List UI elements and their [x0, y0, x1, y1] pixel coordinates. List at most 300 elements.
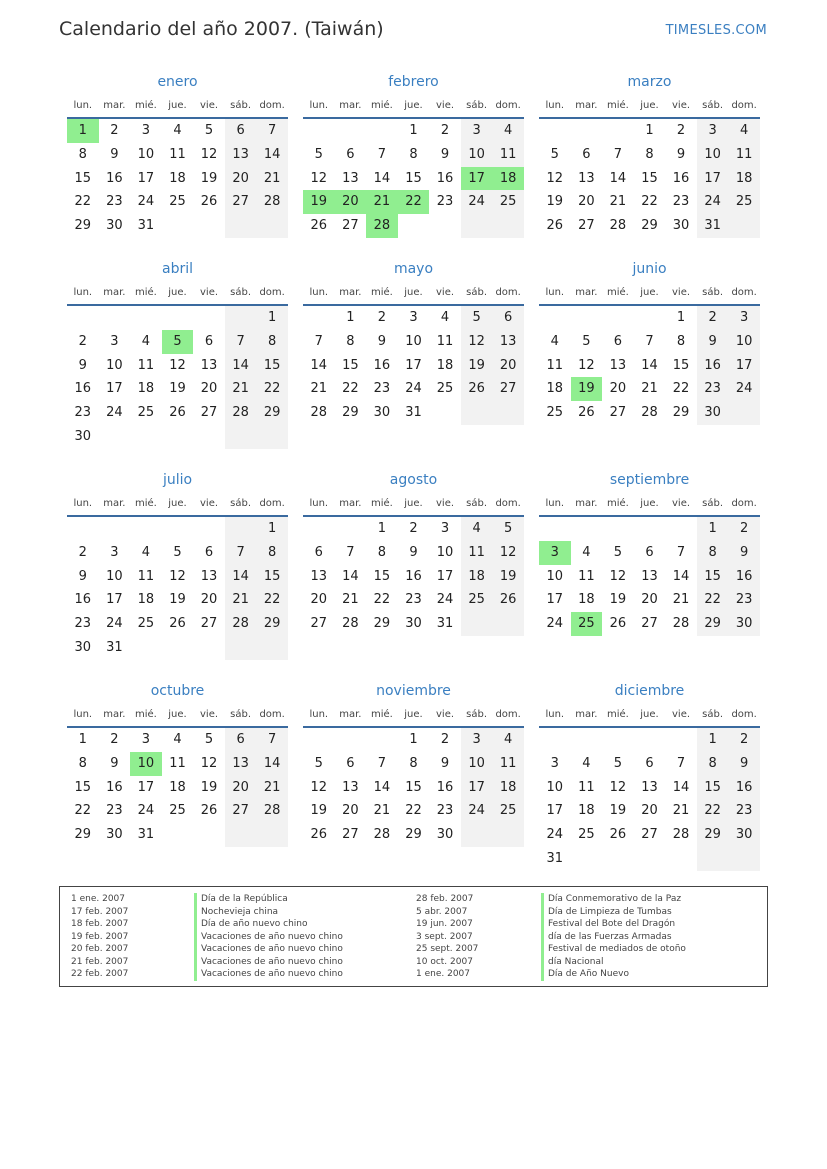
weekday-header — [303, 282, 524, 306]
day-cell: 14 — [373, 170, 391, 186]
day-cell: 6 — [225, 119, 257, 143]
weekday-name: mar. — [103, 100, 126, 111]
month-block — [303, 70, 524, 238]
day-cell: 2 — [697, 306, 729, 330]
day-cell: 7 — [256, 119, 288, 143]
day-cell: 4 — [492, 728, 524, 752]
day-cell: 19 — [169, 381, 186, 397]
day-cell: 1 — [256, 517, 288, 541]
day-cell: 4 — [728, 119, 760, 143]
day-cell: 31 — [436, 616, 454, 632]
weekday-header — [67, 704, 288, 728]
month-name: agosto — [389, 472, 438, 488]
holiday-date: 5 abr. 2007 — [416, 906, 468, 917]
day-cell: 23 — [74, 616, 92, 632]
empty-day-cell — [193, 214, 225, 238]
weekday-name: lun. — [309, 498, 329, 509]
day-cell: 31 — [137, 218, 155, 234]
weekday-name: jue. — [640, 100, 659, 111]
weekday-name: mié. — [606, 498, 629, 509]
day-cell: 4 — [440, 310, 450, 325]
weekday-name: sáb. — [230, 709, 252, 720]
day-cell: 26 — [578, 405, 595, 421]
day-cell: 8 — [377, 544, 387, 560]
empty-day-cell — [602, 306, 634, 330]
day-cell: 30 — [436, 827, 454, 843]
weekday-name: dom. — [495, 498, 521, 509]
holiday-date: 20 feb. 2007 — [71, 944, 129, 954]
weekday-name: dom. — [495, 100, 521, 111]
day-cell: 6 — [204, 333, 214, 349]
days-grid — [539, 517, 760, 636]
weekday-name: lun. — [545, 709, 565, 720]
weekday-name: dom. — [495, 287, 521, 298]
holiday-name: Día de año nuevo chino — [194, 918, 343, 931]
day-cell: 6 — [613, 333, 623, 349]
day-cell: 22 — [373, 592, 391, 608]
day-cell: 20 — [609, 381, 627, 397]
weekday-name: mié. — [134, 709, 157, 720]
day-cell: 31 — [546, 850, 564, 866]
day-cell: 7 — [225, 541, 257, 565]
empty-day-cell — [366, 728, 398, 752]
day-cell: 21 — [256, 776, 288, 800]
empty-day-cell — [492, 401, 524, 425]
day-cell: 15 — [672, 357, 690, 373]
days-grid — [303, 306, 524, 425]
day-cell: 17 — [546, 803, 564, 819]
weekday-name: mar. — [575, 498, 598, 509]
days-grid — [67, 728, 288, 847]
day-cell: 23 — [405, 592, 422, 608]
holiday-names-right — [541, 893, 686, 981]
day-cell: 26 — [492, 588, 524, 612]
empty-day-cell — [602, 728, 634, 752]
month-block — [67, 679, 288, 847]
day-cell: 19 — [200, 170, 218, 186]
day-cell: 16 — [697, 354, 729, 378]
holiday-name: Día de la República — [194, 893, 343, 906]
empty-day-cell — [571, 728, 603, 752]
day-cell: 16 — [728, 565, 760, 589]
day-cell: 13 — [225, 143, 257, 167]
day-cell: 7 — [676, 755, 686, 771]
day-cell: 6 — [314, 544, 323, 560]
day-cell: 6 — [645, 544, 654, 560]
empty-day-cell — [398, 214, 430, 238]
weekday-name: sáb. — [466, 100, 488, 111]
empty-day-cell — [335, 728, 367, 752]
day-cell: 8 — [676, 333, 686, 349]
day-cell: 30 — [405, 616, 422, 632]
day-cell: 11 — [578, 779, 595, 795]
weekday-name: mié. — [370, 287, 393, 298]
day-cell: 4 — [550, 333, 559, 349]
holiday-date: 25 sept. 2007 — [416, 944, 479, 954]
day-cell: 28 — [373, 827, 391, 843]
holiday-day-cell: 19 — [303, 190, 335, 214]
empty-day-cell — [728, 401, 760, 425]
day-cell: 11 — [728, 143, 760, 167]
day-cell: 28 — [641, 405, 658, 421]
holiday-day-cell: 10 — [130, 752, 162, 776]
weekday-name: vie. — [672, 100, 691, 111]
empty-day-cell — [728, 847, 760, 871]
month-name: diciembre — [614, 683, 685, 699]
weekday-name: sáb. — [702, 100, 724, 111]
day-cell: 24 — [106, 405, 123, 421]
day-cell: 12 — [609, 568, 627, 584]
day-cell: 1 — [697, 517, 729, 541]
empty-day-cell — [130, 425, 162, 449]
day-cell: 3 — [110, 544, 119, 560]
day-cell: 11 — [137, 357, 155, 373]
day-cell: 12 — [200, 146, 218, 162]
weekday-header — [303, 493, 524, 517]
day-cell: 20 — [310, 592, 328, 608]
weekday-name: vie. — [436, 709, 455, 720]
weekday-header — [67, 95, 288, 119]
day-cell: 15 — [697, 565, 729, 589]
empty-day-cell — [728, 214, 760, 238]
days-grid — [67, 119, 288, 238]
day-cell: 25 — [436, 381, 454, 397]
day-cell: 15 — [405, 170, 422, 186]
weekday-name: mar. — [339, 709, 362, 720]
day-cell: 7 — [256, 728, 288, 752]
holiday-names-left — [194, 893, 343, 981]
month-block — [303, 679, 524, 847]
weekday-name: vie. — [672, 709, 691, 720]
day-cell: 10 — [405, 333, 422, 349]
day-cell: 28 — [609, 218, 627, 234]
day-cell: 17 — [137, 170, 155, 186]
weekday-name: lun. — [309, 709, 329, 720]
weekday-name: lun. — [545, 100, 565, 111]
day-cell: 10 — [546, 568, 564, 584]
day-cell: 12 — [578, 357, 595, 373]
day-cell: 17 — [106, 381, 123, 397]
weekday-name: dom. — [259, 100, 285, 111]
day-cell: 6 — [346, 146, 355, 162]
day-cell: 31 — [137, 827, 155, 843]
day-cell: 30 — [373, 405, 391, 421]
holiday-date: 18 feb. 2007 — [71, 919, 129, 929]
weekday-name: mié. — [134, 498, 157, 509]
day-cell: 13 — [641, 568, 658, 584]
days-grid — [539, 306, 760, 425]
days-grid — [67, 306, 288, 449]
empty-day-cell — [539, 728, 571, 752]
day-cell: 7 — [676, 544, 686, 560]
day-cell: 31 — [697, 214, 729, 238]
empty-day-cell — [539, 306, 571, 330]
day-cell: 1 — [346, 310, 355, 325]
holiday-day-cell: 25 — [571, 612, 603, 636]
weekday-name: vie. — [200, 100, 219, 111]
weekday-name: sáb. — [702, 498, 724, 509]
day-cell: 21 — [672, 803, 690, 819]
day-cell: 13 — [641, 779, 658, 795]
holiday-name: Festival de mediados de otoño — [541, 943, 686, 956]
weekday-name: dom. — [731, 709, 757, 720]
weekday-name: mar. — [103, 498, 126, 509]
day-cell: 28 — [256, 799, 288, 823]
weekday-name: vie. — [436, 287, 455, 298]
day-cell: 26 — [169, 405, 186, 421]
weekday-name: mar. — [339, 100, 362, 111]
holiday-day-cell: 18 — [492, 167, 524, 191]
day-cell: 23 — [672, 194, 690, 210]
day-cell: 4 — [492, 119, 524, 143]
day-cell: 4 — [461, 517, 493, 541]
weekday-name: mié. — [370, 709, 393, 720]
day-cell: 13 — [342, 170, 359, 186]
day-cell: 17 — [546, 592, 564, 608]
weekday-name: mar. — [339, 287, 362, 298]
day-cell: 29 — [74, 827, 92, 843]
day-cell: 8 — [346, 333, 355, 349]
weekday-name: jue. — [640, 287, 659, 298]
day-cell: 11 — [492, 752, 524, 776]
month-name: abril — [161, 261, 193, 277]
day-cell: 16 — [74, 381, 92, 397]
empty-day-cell — [256, 636, 288, 660]
day-cell: 7 — [377, 755, 387, 771]
day-cell: 28 — [256, 190, 288, 214]
month-block — [539, 468, 760, 636]
day-cell: 3 — [141, 123, 151, 138]
day-cell: 8 — [645, 146, 654, 162]
month-name: mayo — [393, 261, 434, 277]
day-cell: 9 — [440, 146, 450, 162]
day-cell: 19 — [310, 803, 328, 819]
day-cell: 28 — [310, 405, 328, 421]
day-cell: 10 — [461, 752, 493, 776]
day-cell: 12 — [492, 541, 524, 565]
day-cell: 15 — [256, 354, 288, 378]
day-cell: 27 — [200, 405, 218, 421]
day-cell: 3 — [461, 119, 493, 143]
weekday-name: lun. — [73, 709, 93, 720]
day-cell: 18 — [436, 357, 454, 373]
day-cell: 25 — [492, 190, 524, 214]
weekday-name: vie. — [436, 100, 455, 111]
day-cell: 27 — [578, 218, 595, 234]
empty-day-cell — [335, 517, 367, 541]
day-cell: 20 — [492, 354, 524, 378]
day-cell: 7 — [346, 544, 355, 560]
day-cell: 24 — [137, 194, 155, 210]
holiday-date: 19 jun. 2007 — [416, 919, 473, 929]
holiday-date: 17 feb. 2007 — [71, 906, 129, 917]
day-cell: 1 — [409, 123, 418, 138]
day-cell: 19 — [200, 779, 218, 795]
day-cell: 11 — [546, 357, 564, 373]
month-name: octubre — [150, 683, 205, 699]
day-cell: 3 — [461, 728, 493, 752]
day-cell: 29 — [373, 616, 391, 632]
day-cell: 14 — [373, 779, 391, 795]
day-cell: 21 — [342, 592, 359, 608]
day-cell: 23 — [436, 194, 454, 210]
day-cell: 25 — [169, 194, 186, 210]
month-block — [303, 257, 524, 425]
day-cell: 14 — [672, 779, 690, 795]
weekday-name: mar. — [103, 287, 126, 298]
empty-day-cell — [602, 847, 634, 871]
day-cell: 24 — [436, 592, 454, 608]
empty-day-cell — [634, 517, 666, 541]
day-cell: 8 — [409, 755, 418, 771]
month-block — [67, 70, 288, 238]
weekday-name: sáb. — [466, 709, 488, 720]
day-cell: 4 — [141, 544, 151, 560]
day-cell: 22 — [256, 377, 288, 401]
weekday-name: jue. — [404, 709, 423, 720]
day-cell: 26 — [461, 377, 493, 401]
weekday-name: sáb. — [702, 287, 724, 298]
day-cell: 14 — [342, 568, 359, 584]
month-name: septiembre — [609, 472, 690, 488]
day-cell: 15 — [373, 568, 391, 584]
day-cell: 22 — [74, 803, 92, 819]
day-cell: 12 — [310, 779, 328, 795]
day-cell: 5 — [314, 146, 323, 162]
day-cell: 11 — [169, 146, 186, 162]
day-cell: 25 — [728, 190, 760, 214]
day-cell: 27 — [342, 218, 359, 234]
empty-day-cell — [225, 517, 257, 541]
day-cell: 23 — [106, 194, 123, 210]
day-cell: 30 — [106, 218, 123, 234]
day-cell: 13 — [342, 779, 359, 795]
day-cell: 24 — [137, 803, 155, 819]
day-cell: 28 — [342, 616, 359, 632]
day-cell: 9 — [728, 752, 760, 776]
day-cell: 9 — [409, 544, 418, 560]
day-cell: 17 — [405, 357, 422, 373]
empty-day-cell — [99, 517, 131, 541]
weekday-name: lun. — [73, 287, 93, 298]
weekday-name: vie. — [672, 498, 691, 509]
day-cell: 9 — [377, 333, 387, 349]
day-cell: 3 — [409, 310, 418, 325]
day-cell: 20 — [200, 592, 218, 608]
day-cell: 14 — [225, 354, 257, 378]
day-cell: 10 — [461, 143, 493, 167]
day-cell: 14 — [641, 357, 658, 373]
weekday-name: vie. — [200, 287, 219, 298]
day-cell: 8 — [256, 330, 288, 354]
day-cell: 4 — [141, 333, 151, 349]
day-cell: 19 — [609, 803, 627, 819]
weekday-header — [67, 493, 288, 517]
day-cell: 24 — [546, 827, 564, 843]
weekday-name: vie. — [200, 498, 219, 509]
month-block — [67, 257, 288, 449]
day-cell: 26 — [310, 827, 328, 843]
day-cell: 24 — [461, 799, 493, 823]
weekday-name: lun. — [309, 100, 329, 111]
day-cell: 10 — [106, 357, 123, 373]
day-cell: 29 — [342, 405, 359, 421]
day-cell: 9 — [697, 330, 729, 354]
weekday-name: jue. — [404, 498, 423, 509]
holiday-day-cell: 28 — [366, 214, 398, 238]
empty-day-cell — [602, 119, 634, 143]
day-cell: 18 — [137, 381, 155, 397]
day-cell: 6 — [225, 728, 257, 752]
day-cell: 7 — [645, 333, 654, 349]
day-cell: 15 — [342, 357, 359, 373]
day-cell: 2 — [110, 732, 119, 747]
empty-day-cell — [366, 119, 398, 143]
day-cell: 8 — [78, 146, 87, 162]
empty-day-cell — [571, 119, 603, 143]
empty-day-cell — [193, 636, 225, 660]
weekday-name: mar. — [575, 100, 598, 111]
weekday-header — [303, 95, 524, 119]
weekday-name: sáb. — [230, 287, 252, 298]
empty-day-cell — [634, 728, 666, 752]
holiday-day-cell: 19 — [571, 377, 603, 401]
weekday-header — [67, 282, 288, 306]
day-cell: 9 — [78, 568, 87, 584]
day-cell: 13 — [200, 357, 218, 373]
empty-day-cell — [225, 425, 257, 449]
empty-day-cell — [303, 517, 335, 541]
day-cell: 10 — [546, 779, 564, 795]
empty-day-cell — [193, 425, 225, 449]
empty-day-cell — [429, 401, 461, 425]
day-cell: 28 — [225, 401, 257, 425]
day-cell: 22 — [342, 381, 359, 397]
days-grid — [539, 119, 760, 238]
weekday-name: dom. — [259, 709, 285, 720]
holiday-date: 3 sept. 2007 — [416, 931, 473, 942]
day-cell: 26 — [169, 616, 186, 632]
brand-logo-text[interactable]: TIMESLES.COM — [665, 23, 767, 38]
day-cell: 2 — [78, 333, 87, 349]
day-cell: 2 — [377, 310, 387, 325]
day-cell: 23 — [728, 588, 760, 612]
day-cell: 1 — [377, 521, 387, 536]
empty-day-cell — [162, 214, 194, 238]
empty-day-cell — [634, 847, 666, 871]
weekday-name: mar. — [575, 287, 598, 298]
days-grid — [303, 517, 524, 636]
weekday-name: dom. — [259, 498, 285, 509]
day-cell: 12 — [461, 330, 493, 354]
weekday-name: dom. — [731, 498, 757, 509]
day-cell: 23 — [373, 381, 391, 397]
day-cell: 29 — [256, 612, 288, 636]
empty-day-cell — [99, 425, 131, 449]
empty-day-cell — [225, 306, 257, 330]
day-cell: 21 — [641, 381, 658, 397]
holiday-dates-right — [416, 893, 478, 981]
empty-day-cell — [539, 517, 571, 541]
day-cell: 26 — [200, 194, 218, 210]
holiday-day-cell: 3 — [539, 541, 571, 565]
day-cell: 23 — [74, 405, 92, 421]
day-cell: 3 — [697, 119, 729, 143]
day-cell: 6 — [492, 306, 524, 330]
empty-day-cell — [492, 214, 524, 238]
day-cell: 17 — [728, 354, 760, 378]
empty-day-cell — [130, 517, 162, 541]
